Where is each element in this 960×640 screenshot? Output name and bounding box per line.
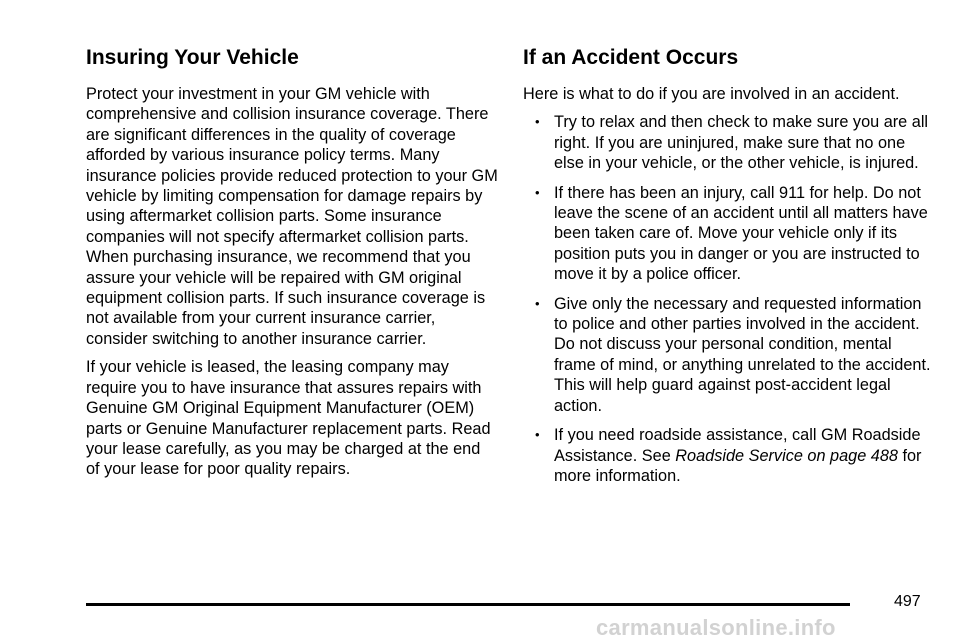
bullet-icon: •: [535, 114, 540, 130]
list-item-text: If there has been an injury, call 911 for help. Do not leave the scene of an accident until all matters have been taken care of. Move your vehicle only if its position puts you in danger or you are instructed to move it by a police officer.: [554, 183, 928, 284]
accident-steps-list: [523, 112, 935, 486]
section-heading-insuring: Insuring Your Vehicle: [86, 46, 299, 69]
list-item: [523, 183, 935, 285]
list-item: [523, 425, 935, 486]
watermark: carmanualsonline.info: [596, 615, 836, 640]
accident-intro: Here is what to do if you are involved in an accident.: [523, 85, 900, 103]
footer-rule: [86, 603, 850, 606]
cross-reference-link[interactable]: Roadside Service on page 488: [675, 446, 898, 465]
list-item-text: Give only the necessary and requested information to police and other parties involved in the accident. Do not discuss your personal condition, mental frame of mind, or anything unrelated to the accident. This will help guard against post-accident legal action.: [554, 294, 931, 415]
list-item: [523, 294, 935, 416]
list-item-text: Try to relax and then check to make sure you are all right. If you are uninjured, make sure that no one else in your vehicle, or the other vehicle, is injured.: [554, 113, 929, 173]
list-item: [523, 112, 935, 173]
bullet-icon: •: [535, 184, 540, 200]
left-column: [86, 44, 498, 488]
list-item-text: If you need roadside assistance, call GM Roadside Assistance. See: [554, 426, 921, 465]
section-heading-accident: If an Accident Occurs: [523, 46, 739, 69]
insurance-paragraph: Protect your investment in your GM vehicle with comprehensive and collision insurance coverage. There are significant differences in the quality of coverage afforded by various insurance policy terms. Many insurance policies provide reduced protection to your GM vehicle by limiting compensation for damage repairs by using aftermarket collision parts. Some insurance companies will not specify aftermarket collision parts. When purchasing insurance, we recommend that you assure your vehicle will be repaired with GM original equipment collision parts. If such insurance coverage is not available from your current insurance carrier, consider switching to another insurance carrier.: [86, 85, 498, 348]
list-item-suffix: for more information.: [554, 446, 922, 485]
leasing-paragraph: If your vehicle is leased, the leasing company may require you to have insurance that assures repairs with Genuine GM Original Equipment Manufacturer (OEM) parts or Genuine Manufacturer replacement parts. Read your lease carefully, as you may be charged at the end of your lease for poor quality repairs.: [86, 358, 491, 479]
bullet-icon: •: [535, 295, 540, 311]
bullet-icon: •: [535, 427, 540, 443]
right-column: [523, 44, 935, 495]
page-number: 497: [894, 593, 921, 610]
